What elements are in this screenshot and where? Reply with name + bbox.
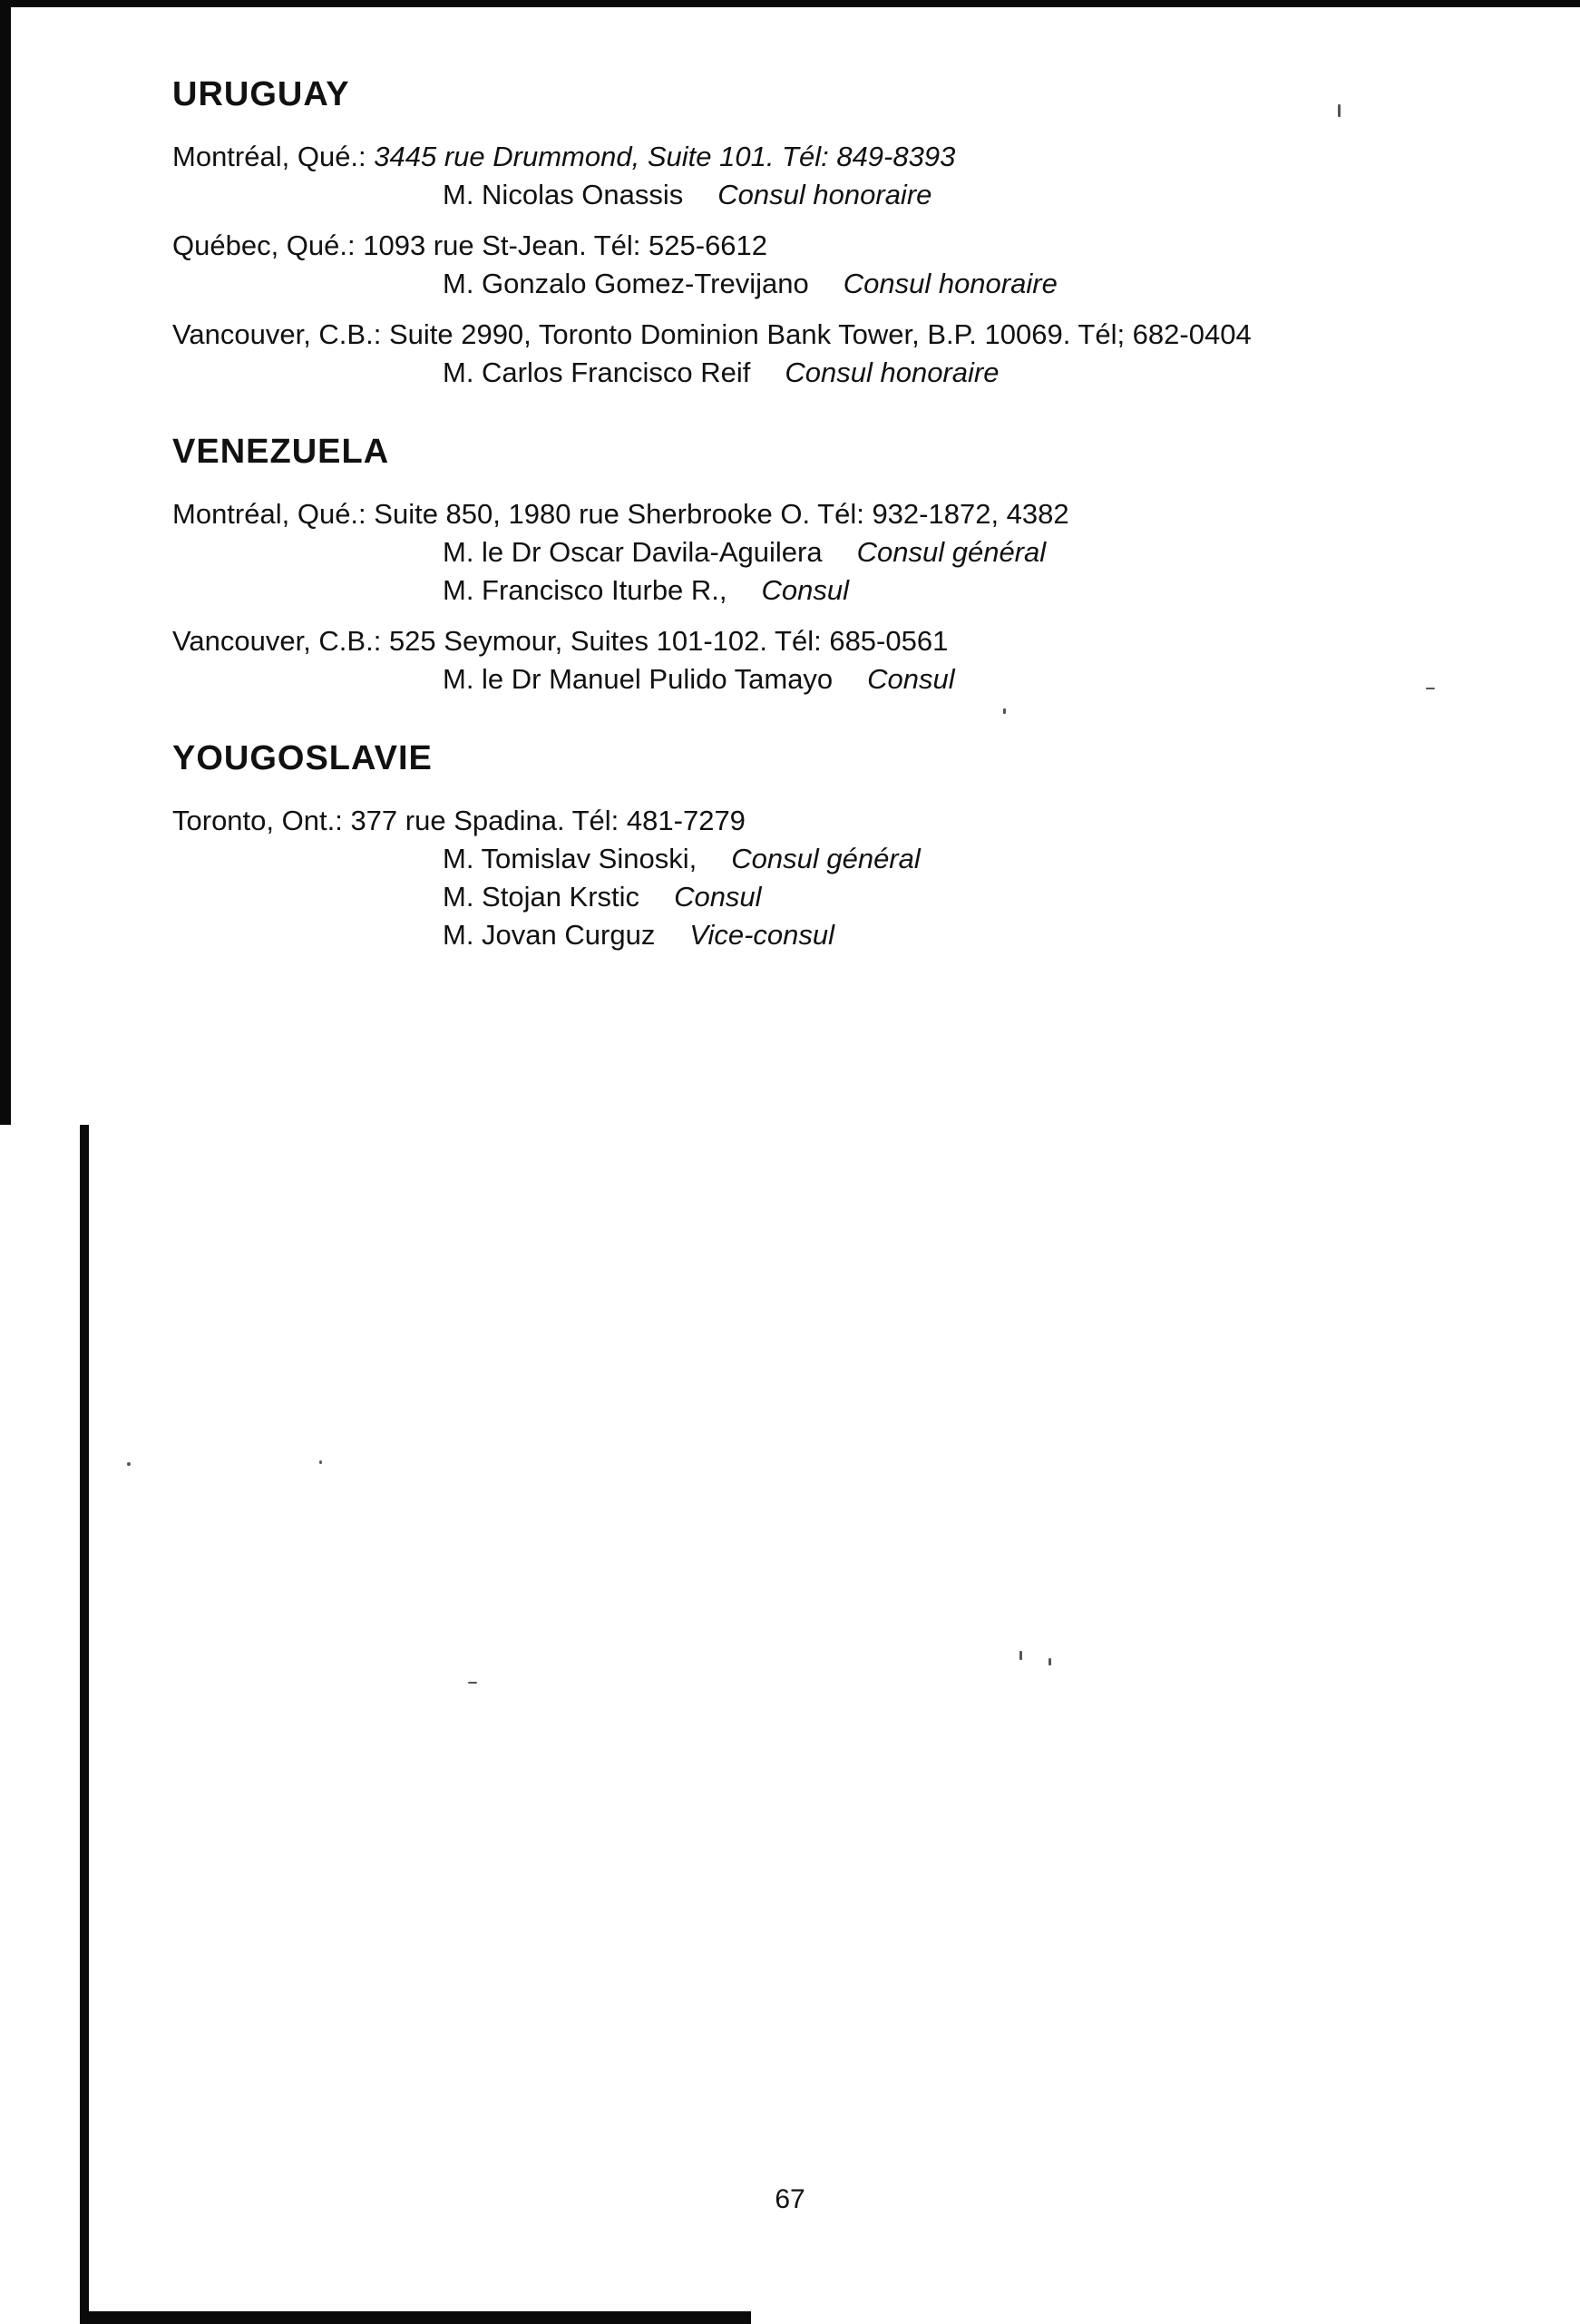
address-city: Montréal, Qué.: <box>172 498 375 530</box>
official-name: M. Stojan Krstic <box>443 881 640 913</box>
consulate-entry <box>172 622 1424 698</box>
official-line <box>443 916 1424 954</box>
address-details: 1093 rue St-Jean. Tél: 525-6612 <box>363 229 768 261</box>
official-name: M. Nicolas Onassis <box>443 179 684 210</box>
scan-speck <box>319 1460 322 1464</box>
official-role: Consul honoraire <box>843 268 1058 299</box>
official-role: Consul <box>674 881 762 913</box>
address-details: 377 rue Spadina. Tél: 481-7279 <box>350 805 746 836</box>
official-role: Consul général <box>731 843 921 874</box>
address-details: 525 Seymour, Suites 101-102. Tél: 685-0561 <box>388 625 949 657</box>
scan-speck <box>1048 1658 1051 1665</box>
address-details: Suite 850, 1980 rue Sherbrooke O. Tél: 932-1872, 4382 <box>374 498 1069 530</box>
scan-border-left <box>0 0 11 1125</box>
official-line <box>443 840 1424 878</box>
official-line <box>443 660 1424 698</box>
country-section-uruguay <box>172 71 1424 392</box>
official-role: Consul <box>867 663 955 695</box>
consulate-address <box>172 802 1424 840</box>
official-role: Consul honoraire <box>785 356 1000 388</box>
country-heading: YOUGOSLAVIE <box>172 739 433 777</box>
address-details: Suite 2990, Toronto Dominion Bank Tower, B.P. 10069. Tél; 682-0404 <box>388 318 1252 350</box>
official-role: Consul honoraire <box>717 179 932 210</box>
official-name: M. Francisco Iturbe R., <box>443 574 727 606</box>
official-name: M. Gonzalo Gomez-Trevijano <box>443 268 809 299</box>
address-city: Toronto, Ont.: <box>172 805 351 836</box>
consulate-address <box>172 138 1424 176</box>
consulate-entry <box>172 227 1424 303</box>
official-line <box>443 878 1424 916</box>
address-city: Québec, Qué.: <box>172 229 364 261</box>
country-section-yougoslavie <box>172 735 1424 954</box>
consulate-entry <box>172 138 1424 214</box>
consulate-entry <box>172 802 1424 954</box>
official-line <box>443 176 1424 214</box>
country-heading: URUGUAY <box>172 75 350 113</box>
scan-border-bottom <box>80 2311 751 2324</box>
address-city: Vancouver, C.B.: <box>172 625 389 657</box>
address-city: Vancouver, C.B.: <box>172 318 389 350</box>
address-details: 3445 rue Drummond, Suite 101. Tél: 849-8393 <box>374 141 956 172</box>
official-role: Vice-consul <box>689 919 835 951</box>
scan-speck <box>468 1682 477 1684</box>
official-name: M. le Dr Manuel Pulido Tamayo <box>443 663 834 695</box>
address-city: Montréal, Qué.: <box>172 141 375 172</box>
scan-speck <box>127 1462 131 1466</box>
official-role: Consul général <box>856 536 1047 568</box>
consulate-address <box>172 316 1424 354</box>
page-number: 67 <box>775 2184 805 2214</box>
scan-border-left-lower <box>80 1125 89 2324</box>
country-section-venezuela <box>172 428 1424 698</box>
consulate-address <box>172 622 1424 660</box>
official-line <box>443 265 1424 303</box>
official-name: M. Carlos Francisco Reif <box>443 356 751 388</box>
official-line <box>443 533 1424 571</box>
official-line <box>443 571 1424 610</box>
official-name: M. le Dr Oscar Davila-Aguilera <box>443 536 823 568</box>
scan-border-top <box>0 0 1580 7</box>
consulate-entry <box>172 316 1424 392</box>
official-line <box>443 354 1424 392</box>
official-name: M. Jovan Curguz <box>443 919 656 951</box>
consulate-entry <box>172 495 1424 610</box>
document-content <box>172 71 1424 971</box>
official-role: Consul <box>761 574 850 606</box>
official-name: M. Tomislav Sinoski, <box>443 843 697 874</box>
country-heading: VENEZUELA <box>172 433 390 471</box>
consulate-address <box>172 495 1424 533</box>
scan-speck <box>1019 1651 1022 1660</box>
consulate-address <box>172 227 1424 265</box>
scan-speck <box>1426 688 1435 689</box>
